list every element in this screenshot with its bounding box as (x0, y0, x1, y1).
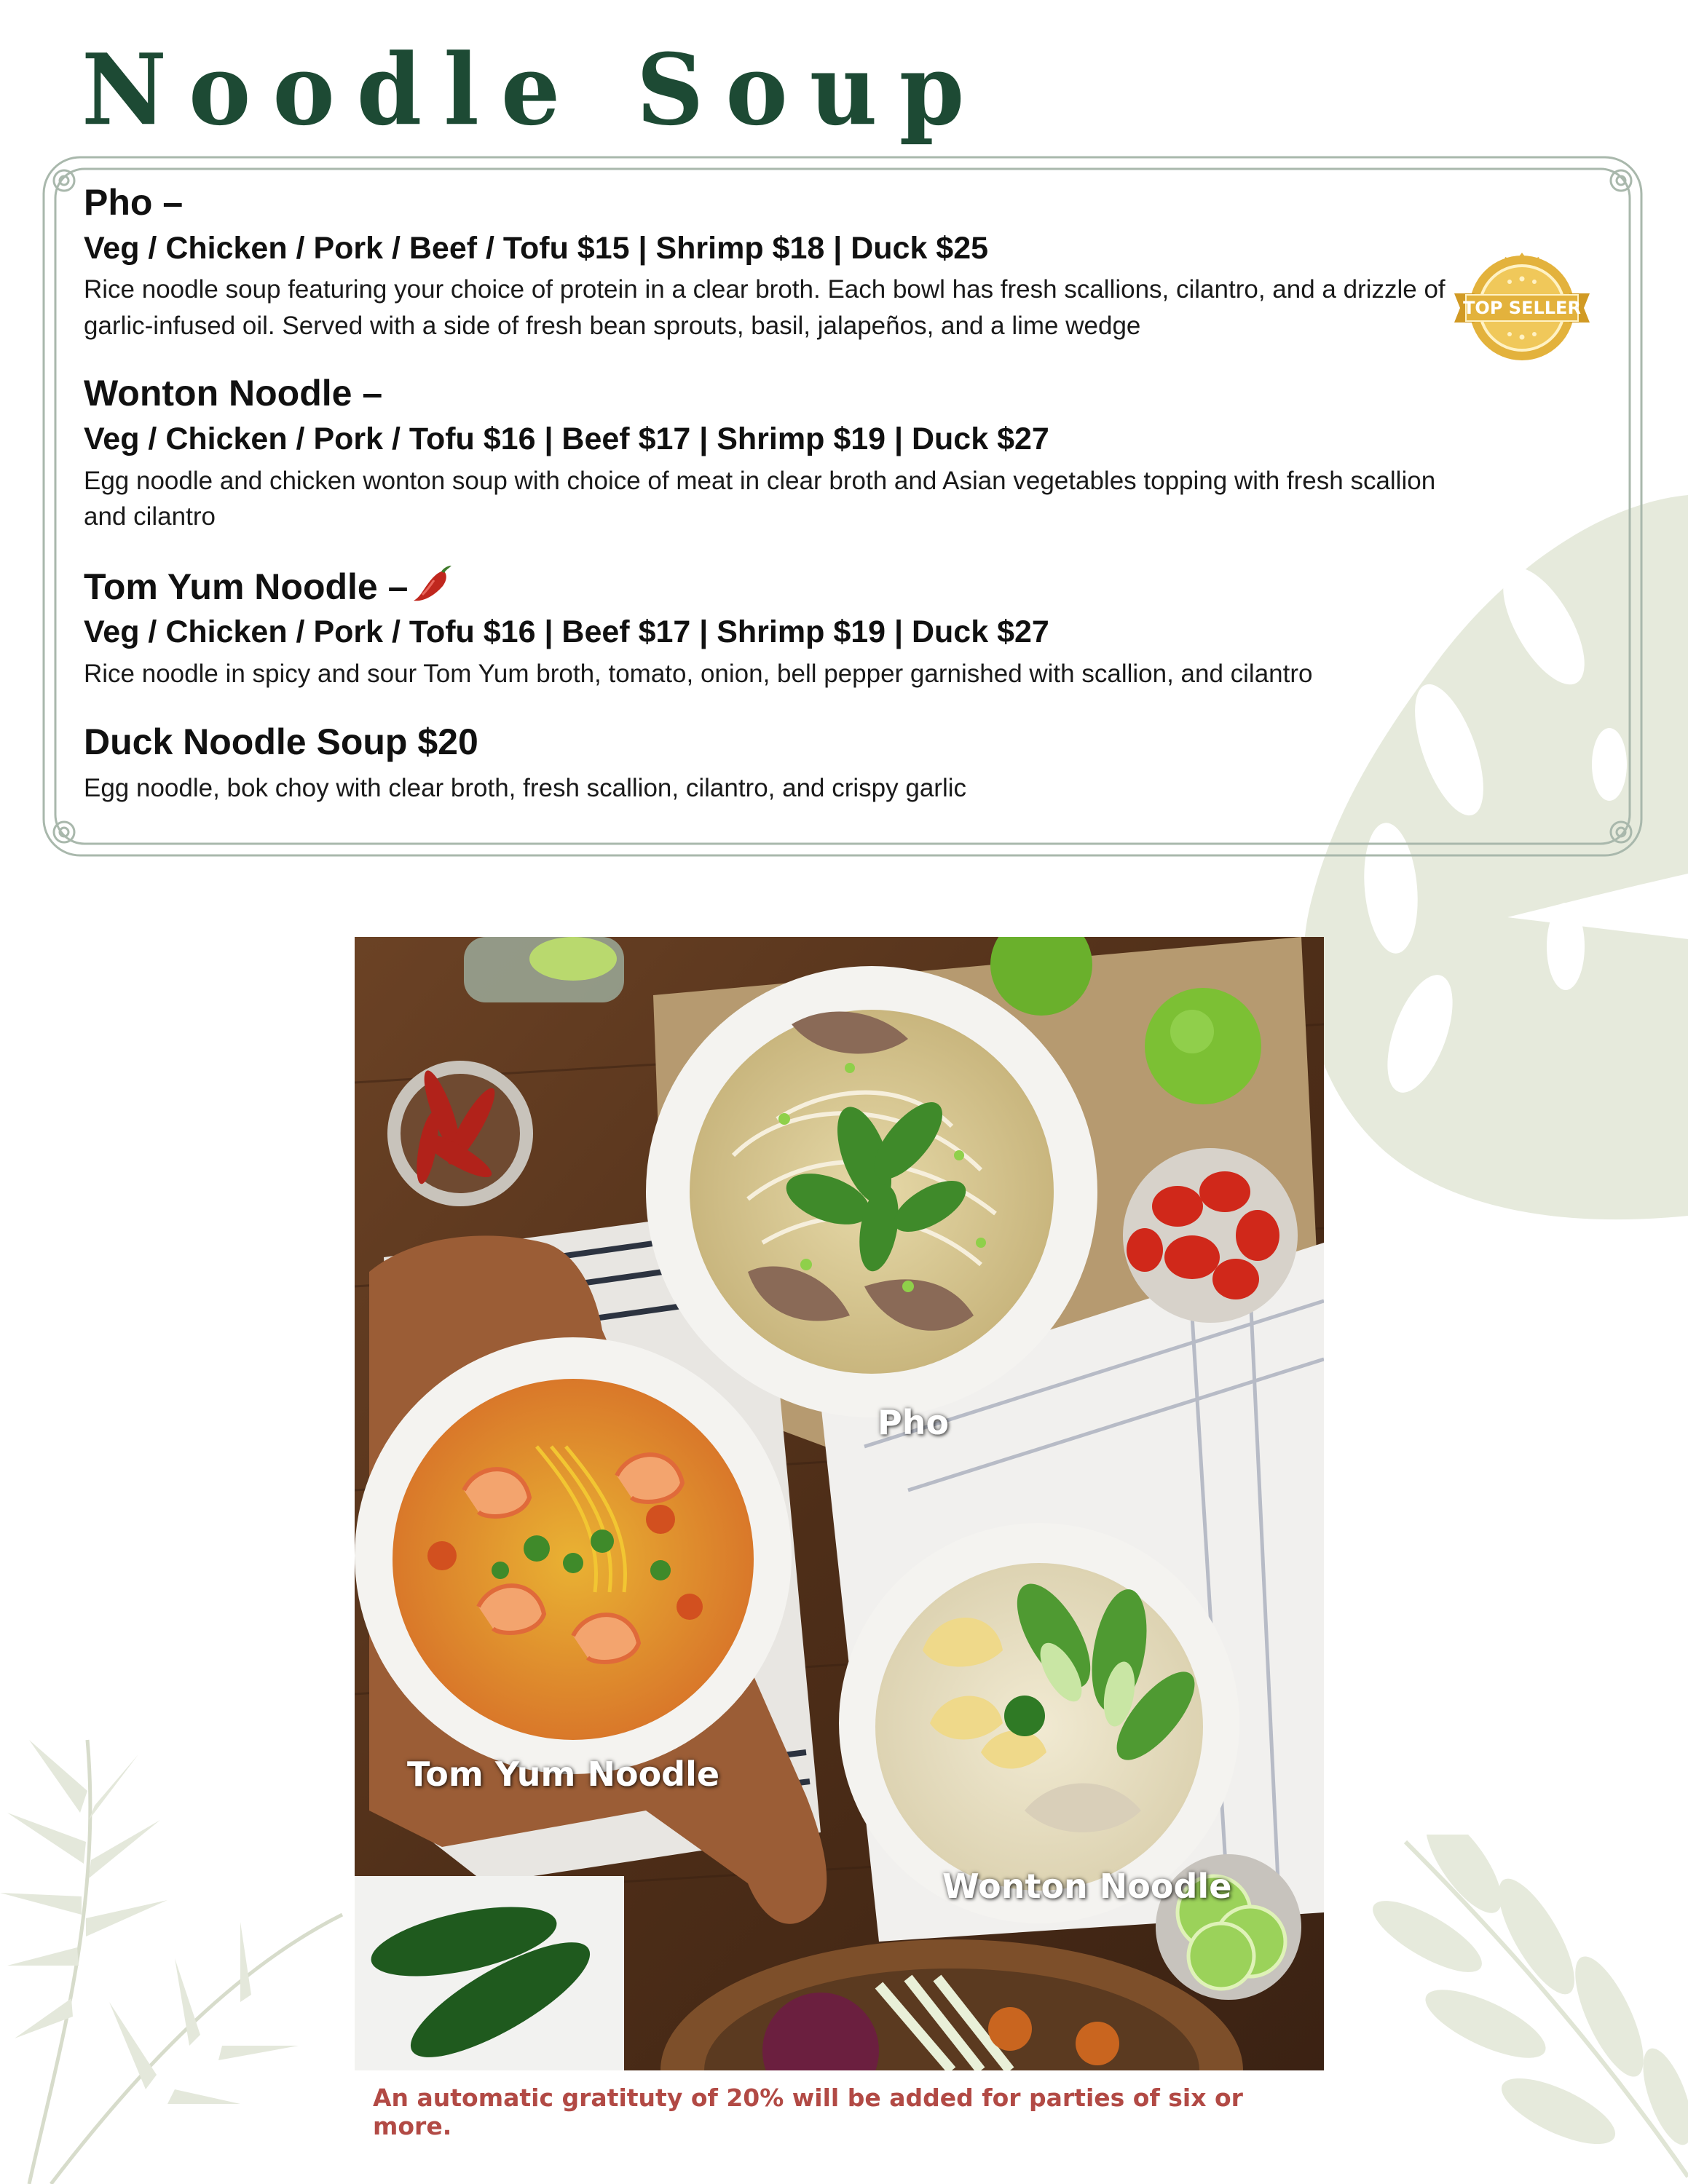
item-description: Rice noodle in spicy and sour Tom Yum broth, tomato, onion, bell pepper garnished with scallion, and cilantro (84, 660, 1313, 689)
item-description: Rice noodle soup featuring your choice of protein in a clear broth. Each bowl has fresh scallions, cilantro, and a drizzle of garlic-infused oil. Served with a side of fresh bean sprouts, basil, jalapeños, and a lime wedge (84, 275, 1446, 340)
chili-pepper-icon (412, 564, 453, 604)
item-description: Egg noodle and chicken wonton soup with choice of meat in clear broth and Asian vegetables topping with fresh scallion and cilantro (84, 466, 1436, 531)
gratuity-note: An automatic gratituty of 20% will be added for parties of six or more. (373, 2084, 1243, 2140)
badge-text: TOP SELLER (1463, 298, 1581, 318)
palm-leaf-decoration-left (0, 1725, 350, 2184)
food-photo (355, 937, 1324, 2070)
photo-label-wonton: Wonton Noodle (942, 1867, 1232, 1906)
page-title: Noodle Soup (82, 33, 987, 148)
top-seller-badge-icon (1453, 251, 1591, 364)
menu-item-duck-noodle-soup (84, 721, 1467, 807)
menu-item-tom-yum-noodle (84, 564, 1467, 692)
photo-label-pho: Pho (877, 1403, 950, 1442)
item-name: Wonton Noodle – (84, 373, 383, 414)
item-name-row (84, 564, 1467, 609)
photo-label-tom-yum: Tom Yum Noodle (407, 1754, 720, 1794)
item-description: Egg noodle, bok choy with clear broth, fresh scallion, cilantro, and crispy garlic (84, 774, 966, 803)
item-prices: Veg / Chicken / Pork / Tofu $16 | Beef $17 | Shrimp $19 | Duck $27 (84, 421, 1049, 456)
item-prices: Veg / Chicken / Pork / Beef / Tofu $15 | Shrimp $18 | Duck $25 (84, 230, 989, 266)
item-name: Duck Noodle Soup $20 (84, 721, 478, 762)
menu-item-wonton-noodle (84, 373, 1467, 534)
item-name: Tom Yum Noodle – (84, 566, 409, 607)
item-prices: Veg / Chicken / Pork / Tofu $16 | Beef $17 | Shrimp $19 | Duck $27 (84, 614, 1049, 650)
menu-list (84, 182, 1467, 836)
item-name: Pho – (84, 182, 184, 223)
leaf-sprig-decoration-right (1362, 1835, 1688, 2184)
menu-item-pho (84, 182, 1467, 344)
